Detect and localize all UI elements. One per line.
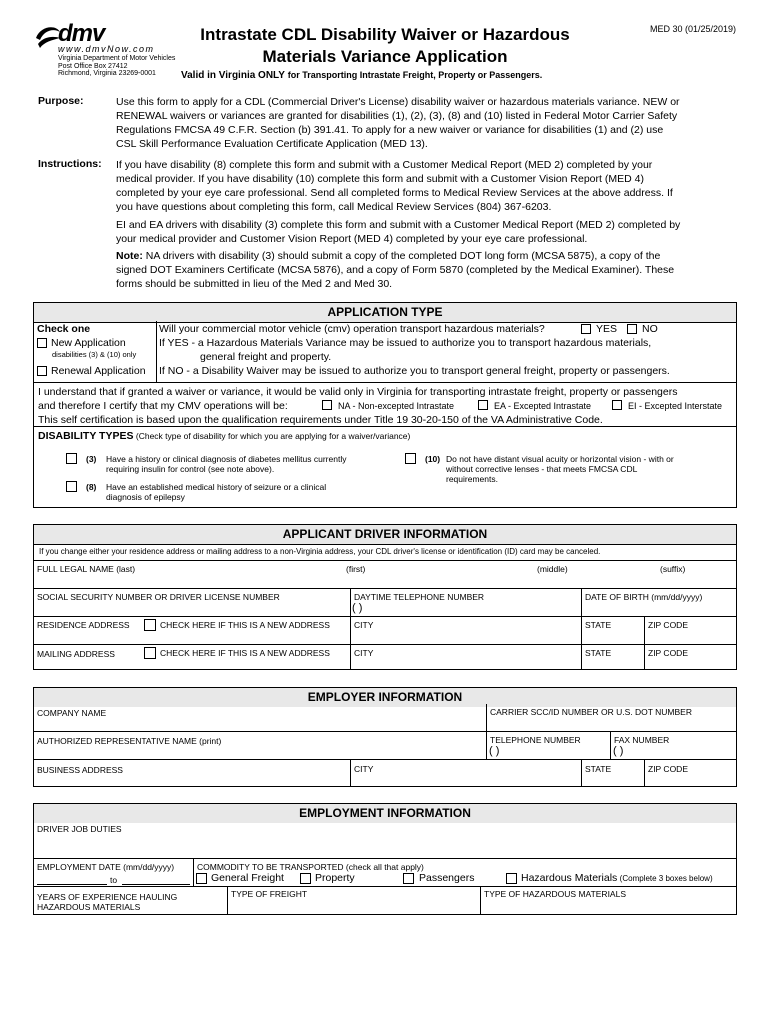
purpose-line: Regulations FMCSA 49 C.F.R. Section (b) 391.41. To apply for a new waiver or variance for disabilities (1) and (2) use <box>116 124 664 136</box>
na-label: NA - Non-excepted Intrastate <box>338 401 455 411</box>
disability-3-number: (3) <box>86 454 97 464</box>
employer-title: EMPLOYER INFORMATION <box>34 688 736 707</box>
if-yes-text-2: general freight and property. <box>200 351 332 363</box>
no-checkbox[interactable] <box>627 324 637 334</box>
no-label: NO <box>642 323 658 335</box>
mailing-address-label: MAILING ADDRESS <box>37 649 115 659</box>
new-application-checkbox[interactable] <box>37 338 47 348</box>
company-name-label: COMPANY NAME <box>37 708 107 718</box>
ea-label: EA - Excepted Intrastate <box>494 401 592 411</box>
note-bold: Note: <box>116 250 143 262</box>
business-address-label: BUSINESS ADDRESS <box>37 765 123 775</box>
instructions-label: Instructions: <box>38 158 102 170</box>
instructions-line: medical provider. If you have disability (10) complete this form and submit with a Customer Vision Report (MED 4) <box>116 173 644 185</box>
hazmat-text: Hazardous Materials <box>521 872 618 884</box>
title-line1: Intrastate CDL Disability Waiver or Hazardous <box>200 25 570 44</box>
applicant-title: APPLICANT DRIVER INFORMATION <box>34 525 736 545</box>
form-id: MED 30 (01/25/2019) <box>650 24 737 34</box>
type-hazmat-label: TYPE OF HAZARDOUS MATERIALS <box>484 889 627 899</box>
valid-rest: for Transporting Intrastate Freight, Property or Passengers. <box>287 70 543 80</box>
address-warning: If you change either your residence address or mailing address to a non-Virginia address, your CDL driver's license or identification (ID) card may be canceled. <box>39 547 601 556</box>
instructions-line: EI and EA drivers with disability (3) complete this form and submit with a Customer Medical Report (MED 2) completed by <box>116 219 681 231</box>
na-checkbox[interactable] <box>322 400 332 410</box>
purpose-line: Use this form to apply for a CDL (Commercial Driver's License) disability waiver or hazardous materials variance. NEW or <box>116 96 680 108</box>
hazmat-question: Will your commercial motor vehicle (cmv) operation transport hazardous materials? <box>159 323 545 335</box>
mailing-state-label: STATE <box>585 648 612 658</box>
purpose-text <box>116 95 736 151</box>
general-freight-label: General Freight <box>211 872 284 884</box>
years-experience-label-2: HAZARDOUS MATERIALS <box>37 902 141 912</box>
renewal-application-label: Renewal Application <box>51 365 146 377</box>
suffix-label: (suffix) <box>660 564 686 574</box>
note-line <box>116 249 736 263</box>
general-freight-checkbox[interactable] <box>196 873 207 884</box>
disability-types-title <box>38 430 410 442</box>
check-one-label: Check one <box>37 323 91 335</box>
residence-state-label: STATE <box>585 620 612 630</box>
ea-checkbox[interactable] <box>478 400 488 410</box>
understand-text-2: and therefore I certify that my CMV operations will be: <box>38 400 288 412</box>
employment-date-to: to <box>110 875 118 885</box>
employer-telephone-label: TELEPHONE NUMBER <box>490 735 581 745</box>
instructions-line: completed by your eye care professional. Send all completed forms to Medical Review Services at the above address. If <box>116 187 673 199</box>
disability-8-number: (8) <box>86 482 97 492</box>
residence-address-label: RESIDENCE ADDRESS <box>37 620 130 630</box>
agency-address1: Post Office Box 27412 <box>58 63 128 70</box>
agency-name: Virginia Department of Motor Vehicles <box>58 55 176 62</box>
disability-8-text-2: diagnosis of epilepsy <box>106 492 185 502</box>
fax-parens: ( ) <box>613 745 624 757</box>
full-name-label: FULL LEGAL NAME (last) <box>37 564 136 574</box>
fax-label: FAX NUMBER <box>614 735 670 745</box>
daytime-phone-label: DAYTIME TELEPHONE NUMBER <box>354 592 485 602</box>
hazmat-checkbox[interactable] <box>506 873 517 884</box>
understand-text-1: I understand that if granted a waiver or variance, it would be valid only in Virginia for transporting intrastate freight, property or passengers <box>38 386 678 398</box>
logo-url: www.dmvNow.com <box>58 44 155 54</box>
ei-label: EI - Excepted Interstate <box>628 401 723 411</box>
instructions-text <box>116 158 736 291</box>
business-state-label: STATE <box>585 764 612 774</box>
note-text: NA drivers with disability (3) should submit a copy of the completed DOT long form (MCSA 5875), a copy of the <box>145 250 661 262</box>
disability-10-text-3: requirements. <box>446 474 498 484</box>
disability-10-text-2: without corrective lenses - that meets FMCSA CDL <box>446 464 638 474</box>
middle-name-label: (middle) <box>537 564 568 574</box>
disability-10-number: (10) <box>425 454 441 464</box>
yes-label: YES <box>596 323 618 335</box>
purpose-line: CSL Skill Performance Evaluation Certificate Application (MED 13). <box>116 138 428 150</box>
property-label: Property <box>315 872 355 884</box>
application-type-title: APPLICATION TYPE <box>34 303 736 323</box>
business-city-label: CITY <box>354 764 374 774</box>
title-line2: Materials Variance Application <box>262 47 508 66</box>
first-name-label: (first) <box>346 564 366 574</box>
carrier-number-label: CARRIER SCC/ID NUMBER OR U.S. DOT NUMBER <box>490 707 692 717</box>
disability-3-text-2: requiring insulin for control (see note above). <box>106 464 275 474</box>
instructions-line: signed DOT Examiners Certificate (MCSA 5876), and a copy of Form 5870 (completed by the Medical Examiner). These <box>116 264 675 276</box>
authorized-rep-label: AUTHORIZED REPRESENTATIVE NAME (print) <box>37 736 222 746</box>
valid-bold: Valid in Virginia ONLY <box>181 70 285 81</box>
logo-text: dmv <box>58 20 105 47</box>
dob-label: DATE OF BIRTH (mm/dd/yyyy) <box>585 592 703 602</box>
purpose-label: Purpose: <box>38 95 84 107</box>
driver-duties-label: DRIVER JOB DUTIES <box>37 824 122 834</box>
instructions-line: your medical provider and Customer Vision Report (MED 4) completed by your eye care professional. <box>116 233 588 245</box>
instructions-line: you have questions about completing this form, call Medical Review Services (804) 367-6203. <box>116 201 552 213</box>
purpose-line: RENEWAL waivers or variances are granted for disabilities (1), (2), (3), (8) and (10) listed in Federal Motor Carrier Safety <box>116 110 678 122</box>
agency-address2: Richmond, Virginia 23269-0001 <box>58 70 156 77</box>
years-experience-label-1: YEARS OF EXPERIENCE HAULING <box>37 892 178 902</box>
residence-new-address-checkbox[interactable] <box>144 619 156 631</box>
hazmat-label <box>521 872 713 884</box>
disability-3-text-1: Have a history or clinical diagnosis of diabetes mellitus currently <box>106 454 347 464</box>
disability-10-checkbox[interactable] <box>405 453 416 464</box>
instructions-line: If you have disability (8) complete this form and submit with a Customer Medical Report (MED 2) completed by your <box>116 159 653 171</box>
property-checkbox[interactable] <box>300 873 311 884</box>
business-zip-label: ZIP CODE <box>648 764 688 774</box>
residence-new-address-label: CHECK HERE IF THIS IS A NEW ADDRESS <box>160 620 330 630</box>
mailing-zip-label: ZIP CODE <box>648 648 688 658</box>
mailing-city-label: CITY <box>354 648 374 658</box>
instructions-line: forms should be submitted in lieu of the Med 2 and Med 30. <box>116 278 393 290</box>
disability-8-checkbox[interactable] <box>66 481 77 492</box>
if-yes-text-1: If YES - a Hazardous Materials Variance may be issued to authorize you to transport hazardous materials, <box>159 337 652 349</box>
residence-city-label: CITY <box>354 620 374 630</box>
disability-8-text-1: Have an established medical history of seizure or a clinical <box>106 482 327 492</box>
self-cert-text: This self certification is based upon the qualification requirements under Title 19 30-20-150 of the VA Administrative Code. <box>38 414 603 426</box>
disability-title: DISABILITY TYPES <box>38 430 134 442</box>
disability-note: (Check type of disability for which you are applying for a waiver/variance) <box>135 431 411 441</box>
employment-date-label: EMPLOYMENT DATE (mm/dd/yyyy) <box>37 862 175 872</box>
disability-10-text-1: Do not have distant visual acuity or horizontal vision - with or <box>446 454 674 464</box>
yes-checkbox[interactable] <box>581 324 591 334</box>
residence-zip-label: ZIP CODE <box>648 620 688 630</box>
daytime-phone-parens: ( ) <box>352 602 363 614</box>
renewal-application-checkbox[interactable] <box>37 366 47 376</box>
ei-checkbox[interactable] <box>612 400 622 410</box>
hazmat-note: (Complete 3 boxes below) <box>619 874 713 883</box>
ssn-label: SOCIAL SECURITY NUMBER OR DRIVER LICENSE NUMBER <box>37 592 280 602</box>
mailing-new-address-label: CHECK HERE IF THIS IS A NEW ADDRESS <box>160 648 330 658</box>
if-no-text: If NO - a Disability Waiver may be issued to authorize you to transport general freight, property or passengers. <box>159 365 670 377</box>
new-application-label: New Application <box>51 337 126 349</box>
passengers-label: Passengers <box>419 872 475 884</box>
employment-title: EMPLOYMENT INFORMATION <box>34 804 736 823</box>
new-application-note: disabilities (3) & (10) only <box>52 350 137 359</box>
mailing-new-address-checkbox[interactable] <box>144 647 156 659</box>
type-freight-label: TYPE OF FREIGHT <box>231 889 308 899</box>
commodity-label: COMMODITY TO BE TRANSPORTED (check all that apply) <box>197 862 424 872</box>
valid-statement <box>181 70 542 81</box>
employer-telephone-parens: ( ) <box>489 745 500 757</box>
passengers-checkbox[interactable] <box>403 873 414 884</box>
disability-3-checkbox[interactable] <box>66 453 77 464</box>
page-title <box>170 24 600 68</box>
